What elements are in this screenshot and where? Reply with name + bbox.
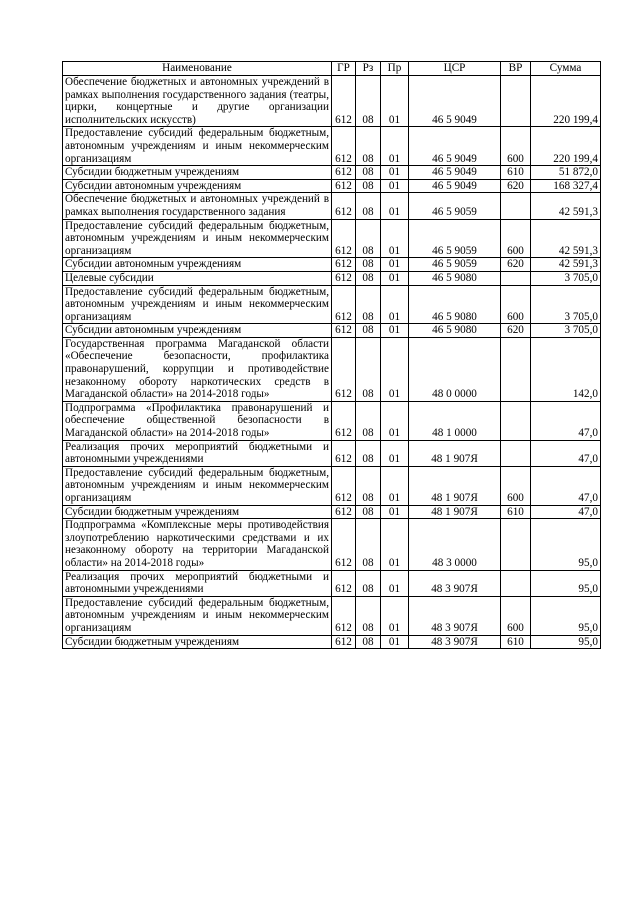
cell-pr: 01 xyxy=(381,324,409,338)
cell-rz: 08 xyxy=(356,193,381,219)
table-row xyxy=(63,505,601,519)
cell-csr: 48 3 907Я xyxy=(409,635,501,649)
cell-name: Государственная программа Магаданской области «Обеспечение безопасности, профилактика правонарушений, коррупции и противодействие незаконному обороту наркотических средств в Магаданской области» на 2014-2018 годы» xyxy=(63,337,332,401)
cell-vr: 600 xyxy=(501,285,531,324)
cell-sum: 3 705,0 xyxy=(531,271,601,285)
cell-rz: 08 xyxy=(356,505,381,519)
cell-name: Подпрограмма «Комплексные меры противодействия злоупотреблению наркотическими средствами и их незаконному обороту на территории Магаданской области» на 2014-2018 годы» xyxy=(63,519,332,570)
table-header-row xyxy=(63,62,601,76)
cell-pr: 01 xyxy=(381,285,409,324)
cell-name: Субсидии автономным учреждениям xyxy=(63,179,332,193)
cell-csr: 46 5 9080 xyxy=(409,285,501,324)
cell-pr: 01 xyxy=(381,271,409,285)
cell-sum: 220 199,4 xyxy=(531,76,601,127)
cell-gr: 612 xyxy=(332,193,356,219)
cell-sum: 3 705,0 xyxy=(531,285,601,324)
cell-csr: 46 5 9080 xyxy=(409,324,501,338)
cell-vr: 610 xyxy=(501,635,531,649)
cell-vr: 600 xyxy=(501,466,531,505)
cell-csr: 46 5 9059 xyxy=(409,219,501,258)
cell-sum: 95,0 xyxy=(531,635,601,649)
cell-name: Предоставление субсидий федеральным бюджетным, автономным учреждениям и иным некоммерческим организациям xyxy=(63,219,332,258)
table-row xyxy=(63,285,601,324)
table-row xyxy=(63,401,601,440)
cell-pr: 01 xyxy=(381,127,409,166)
cell-sum: 42 591,3 xyxy=(531,219,601,258)
table-row xyxy=(63,166,601,180)
table-body xyxy=(63,76,601,649)
cell-csr: 48 1 907Я xyxy=(409,466,501,505)
cell-sum: 42 591,3 xyxy=(531,258,601,272)
cell-sum: 168 327,4 xyxy=(531,179,601,193)
cell-csr: 48 1 907Я xyxy=(409,505,501,519)
header-pr: Пр xyxy=(381,62,409,76)
table-row xyxy=(63,440,601,466)
cell-pr: 01 xyxy=(381,401,409,440)
cell-name: Субсидии бюджетным учреждениям xyxy=(63,166,332,180)
cell-vr: 600 xyxy=(501,596,531,635)
cell-vr: 610 xyxy=(501,505,531,519)
cell-name: Предоставление субсидий федеральным бюджетным, автономным учреждениям и иным некоммерческим организациям xyxy=(63,285,332,324)
cell-csr: 46 5 9049 xyxy=(409,179,501,193)
cell-pr: 01 xyxy=(381,219,409,258)
cell-gr: 612 xyxy=(332,258,356,272)
cell-rz: 08 xyxy=(356,76,381,127)
cell-rz: 08 xyxy=(356,466,381,505)
cell-sum: 47,0 xyxy=(531,401,601,440)
cell-rz: 08 xyxy=(356,401,381,440)
cell-name: Субсидии автономным учреждениям xyxy=(63,324,332,338)
cell-pr: 01 xyxy=(381,596,409,635)
cell-sum: 95,0 xyxy=(531,570,601,596)
cell-gr: 612 xyxy=(332,166,356,180)
cell-csr: 46 5 9059 xyxy=(409,258,501,272)
table-row xyxy=(63,519,601,570)
cell-gr: 612 xyxy=(332,271,356,285)
table-row xyxy=(63,179,601,193)
cell-rz: 08 xyxy=(356,166,381,180)
cell-csr: 48 0 0000 xyxy=(409,337,501,401)
header-csr: ЦСР xyxy=(409,62,501,76)
table-row xyxy=(63,635,601,649)
cell-rz: 08 xyxy=(356,127,381,166)
table-row xyxy=(63,76,601,127)
cell-csr: 46 5 9049 xyxy=(409,166,501,180)
table-row xyxy=(63,596,601,635)
table-row xyxy=(63,570,601,596)
cell-vr: 620 xyxy=(501,258,531,272)
cell-sum: 51 872,0 xyxy=(531,166,601,180)
cell-rz: 08 xyxy=(356,570,381,596)
cell-gr: 612 xyxy=(332,219,356,258)
cell-csr: 48 3 0000 xyxy=(409,519,501,570)
cell-pr: 01 xyxy=(381,337,409,401)
cell-gr: 612 xyxy=(332,635,356,649)
table-row xyxy=(63,324,601,338)
cell-vr: 620 xyxy=(501,179,531,193)
cell-sum: 47,0 xyxy=(531,466,601,505)
table-row xyxy=(63,466,601,505)
cell-gr: 612 xyxy=(332,505,356,519)
header-rz: Рз xyxy=(356,62,381,76)
cell-gr: 612 xyxy=(332,76,356,127)
cell-rz: 08 xyxy=(356,519,381,570)
budget-table xyxy=(62,61,601,649)
cell-pr: 01 xyxy=(381,166,409,180)
cell-csr: 46 5 9080 xyxy=(409,271,501,285)
cell-sum: 42 591,3 xyxy=(531,193,601,219)
table-row xyxy=(63,258,601,272)
cell-gr: 612 xyxy=(332,401,356,440)
table-row xyxy=(63,271,601,285)
cell-gr: 612 xyxy=(332,337,356,401)
table-row xyxy=(63,193,601,219)
cell-sum: 47,0 xyxy=(531,440,601,466)
cell-rz: 08 xyxy=(356,596,381,635)
cell-rz: 08 xyxy=(356,271,381,285)
cell-vr: 610 xyxy=(501,166,531,180)
cell-name: Обеспечение бюджетных и автономных учреждений в рамках выполнения государственного задания xyxy=(63,193,332,219)
cell-name: Обеспечение бюджетных и автономных учреждений в рамках выполнения государственного задания (театры, цирки, концертные и другие организации исполнительских искусств) xyxy=(63,76,332,127)
header-vr: ВР xyxy=(501,62,531,76)
cell-sum: 95,0 xyxy=(531,596,601,635)
cell-vr: 600 xyxy=(501,219,531,258)
cell-gr: 612 xyxy=(332,519,356,570)
cell-csr: 48 3 907Я xyxy=(409,596,501,635)
table-row xyxy=(63,337,601,401)
cell-csr: 48 1 907Я xyxy=(409,440,501,466)
cell-pr: 01 xyxy=(381,179,409,193)
cell-name: Субсидии бюджетным учреждениям xyxy=(63,505,332,519)
cell-name: Предоставление субсидий федеральным бюджетным, автономным учреждениям и иным некоммерческим организациям xyxy=(63,596,332,635)
cell-name: Предоставление субсидий федеральным бюджетным, автономным учреждениям и иным некоммерческим организациям xyxy=(63,127,332,166)
cell-sum: 47,0 xyxy=(531,505,601,519)
cell-pr: 01 xyxy=(381,570,409,596)
header-name: Наименование xyxy=(63,62,332,76)
cell-rz: 08 xyxy=(356,324,381,338)
cell-rz: 08 xyxy=(356,258,381,272)
cell-name: Подпрограмма «Профилактика правонарушений и обеспечение общественной безопасности в Магаданской области» на 2014-2018 годы» xyxy=(63,401,332,440)
cell-csr: 46 5 9049 xyxy=(409,76,501,127)
table-row xyxy=(63,127,601,166)
cell-vr: 600 xyxy=(501,127,531,166)
cell-vr xyxy=(501,76,531,127)
cell-rz: 08 xyxy=(356,337,381,401)
cell-vr xyxy=(501,271,531,285)
cell-rz: 08 xyxy=(356,285,381,324)
cell-gr: 612 xyxy=(332,285,356,324)
cell-pr: 01 xyxy=(381,258,409,272)
cell-name: Целевые субсидии xyxy=(63,271,332,285)
cell-rz: 08 xyxy=(356,635,381,649)
cell-gr: 612 xyxy=(332,570,356,596)
cell-rz: 08 xyxy=(356,440,381,466)
cell-gr: 612 xyxy=(332,466,356,505)
header-gr: ГР xyxy=(332,62,356,76)
cell-vr xyxy=(501,337,531,401)
cell-pr: 01 xyxy=(381,466,409,505)
cell-csr: 48 3 907Я xyxy=(409,570,501,596)
cell-name: Реализация прочих мероприятий бюджетными и автономными учреждениями xyxy=(63,440,332,466)
cell-gr: 612 xyxy=(332,596,356,635)
table-row xyxy=(63,219,601,258)
cell-vr xyxy=(501,570,531,596)
cell-pr: 01 xyxy=(381,440,409,466)
cell-sum: 3 705,0 xyxy=(531,324,601,338)
cell-pr: 01 xyxy=(381,505,409,519)
cell-pr: 01 xyxy=(381,76,409,127)
cell-vr: 620 xyxy=(501,324,531,338)
cell-vr xyxy=(501,519,531,570)
cell-rz: 08 xyxy=(356,219,381,258)
header-sum: Сумма xyxy=(531,62,601,76)
cell-name: Предоставление субсидий федеральным бюджетным, автономным учреждениям и иным некоммерческим организациям xyxy=(63,466,332,505)
cell-name: Реализация прочих мероприятий бюджетными и автономными учреждениями xyxy=(63,570,332,596)
cell-pr: 01 xyxy=(381,193,409,219)
cell-vr xyxy=(501,440,531,466)
cell-csr: 46 5 9049 xyxy=(409,127,501,166)
cell-name: Субсидии бюджетным учреждениям xyxy=(63,635,332,649)
cell-pr: 01 xyxy=(381,635,409,649)
cell-sum: 142,0 xyxy=(531,337,601,401)
cell-gr: 612 xyxy=(332,179,356,193)
cell-gr: 612 xyxy=(332,324,356,338)
cell-rz: 08 xyxy=(356,179,381,193)
cell-pr: 01 xyxy=(381,519,409,570)
cell-gr: 612 xyxy=(332,127,356,166)
cell-vr xyxy=(501,401,531,440)
cell-vr xyxy=(501,193,531,219)
cell-csr: 46 5 9059 xyxy=(409,193,501,219)
cell-csr: 48 1 0000 xyxy=(409,401,501,440)
cell-sum: 95,0 xyxy=(531,519,601,570)
cell-name: Субсидии автономным учреждениям xyxy=(63,258,332,272)
cell-sum: 220 199,4 xyxy=(531,127,601,166)
cell-gr: 612 xyxy=(332,440,356,466)
